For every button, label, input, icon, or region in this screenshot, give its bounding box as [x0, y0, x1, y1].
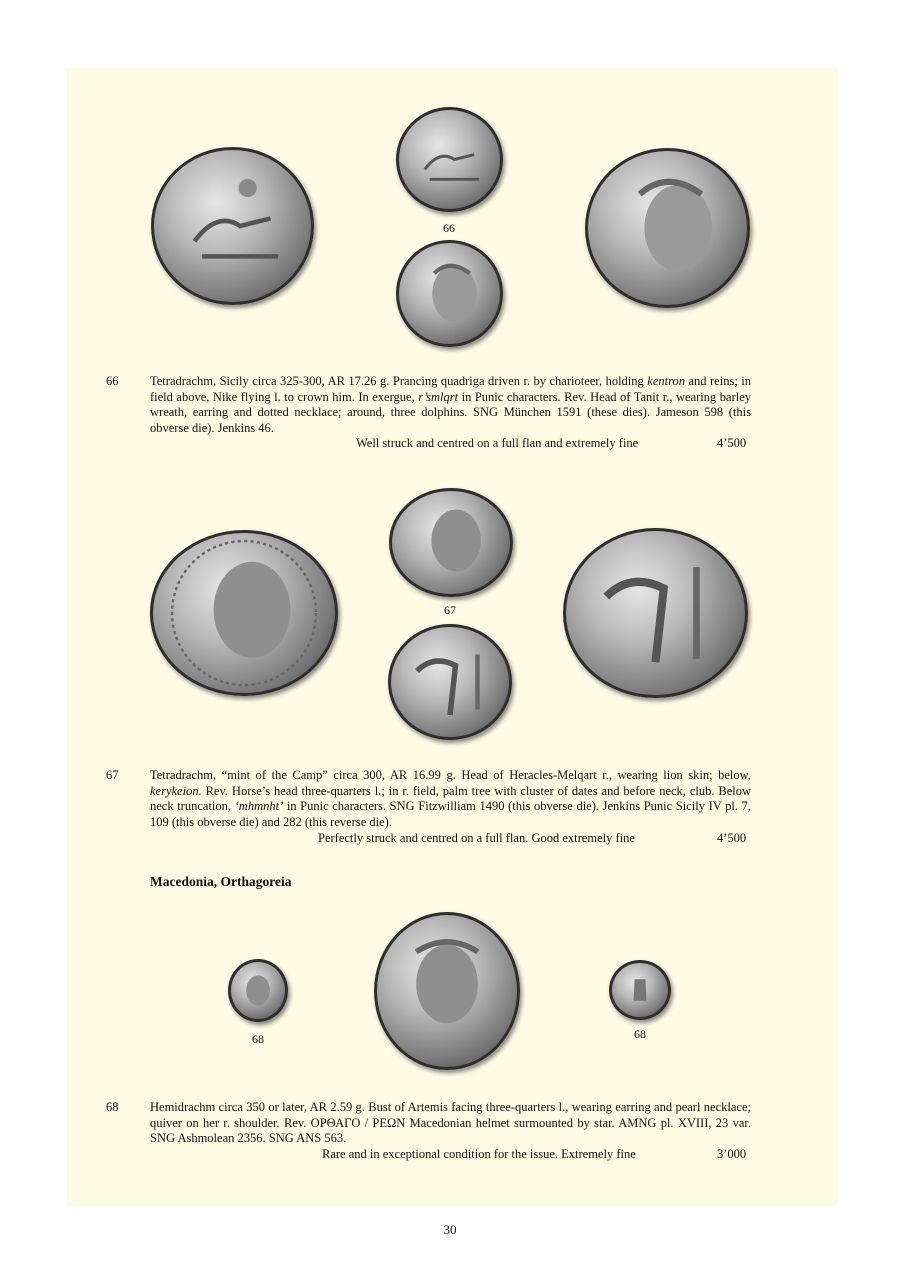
- coin-66-reverse-small: [396, 240, 503, 347]
- lot-66-image-caption: 66: [443, 221, 455, 235]
- coin-66-reverse-large: [585, 148, 750, 308]
- coin-68-obverse-small: [228, 959, 288, 1022]
- lot-66-description: Tetradrachm, Sicily circa 325-300, AR 17.26 g. Prancing quadriga driven r. by charioteer, holding kentron and reins; in field above, Nike flying l. to crown him. In exergue, r’smlqrt in Punic characters. Rev. Head of Tanit r., wearing barley wreath, earring and dotted necklace; around, three dolphins. SNG München 1591 (these dies). Jameson 598 (this obverse die). Jenkins 46.: [150, 374, 751, 435]
- lot-68-price: 3’000: [717, 1147, 747, 1161]
- lot-66-grade: Well struck and centred on a full flan and extremely fine: [356, 436, 639, 450]
- lot-67-grade: Perfectly struck and centred on a full flan. Good extremely fine: [318, 831, 635, 845]
- lot-67-description: Tetradrachm, “mint of the Camp” circa 300, AR 16.99 g. Head of Heracles-Melqart r., wearing lion skin; below, kerykeion. Rev. Horse’s head three-quarters l.; in r. field, palm tree with cluster of dates and before neck, club. Below neck truncation, ‘mhmnht’ in Punic characters. SNG Fitzwilliam 1490 (this obverse die). Jenkins Punic Sicily IV pl. 7, 109 (this obverse die) and 282 (this reverse die).: [150, 768, 751, 829]
- coin-67-obverse-large: [150, 530, 338, 696]
- lot-68-number: 68: [106, 1100, 119, 1114]
- lot-67-image-caption: 67: [444, 603, 456, 617]
- coin-68-reverse-small: [609, 960, 671, 1020]
- coin-67-reverse-large: [563, 528, 748, 698]
- coin-68-obverse-large: [374, 912, 520, 1070]
- lot-68-grade: Rare and in exceptional condition for the issue. Extremely fine: [322, 1147, 636, 1161]
- lot-66-price: 4’500: [717, 436, 747, 450]
- section-heading: Macedonia, Orthagoreia: [150, 874, 292, 889]
- coin-67-reverse-small: [388, 624, 512, 740]
- coin-67-obverse-small: [389, 488, 513, 597]
- coin-66-obverse-small: [396, 107, 503, 212]
- lot-68-image-caption-left: 68: [252, 1032, 264, 1046]
- coin-66-obverse-large: [151, 147, 314, 305]
- page-number: 30: [443, 1222, 457, 1237]
- lot-66-number: 66: [106, 374, 119, 388]
- lot-67-price: 4’500: [717, 831, 747, 845]
- lot-67-number: 67: [106, 768, 119, 782]
- lot-68-image-caption-right: 68: [634, 1027, 646, 1041]
- lot-68-description: Hemidrachm circa 350 or later, AR 2.59 g. Bust of Artemis facing three-quarters l., wearing earring and pearl necklace; quiver on her r. shoulder. Rev. ΟΡΘΑΓΟ / ΡΕΩΝ Macedonian helmet surmounted by star. AMNG pl. XVIII, 23 var. SNG Ashmolean 2356. SNG ANS 563.: [150, 1100, 751, 1145]
